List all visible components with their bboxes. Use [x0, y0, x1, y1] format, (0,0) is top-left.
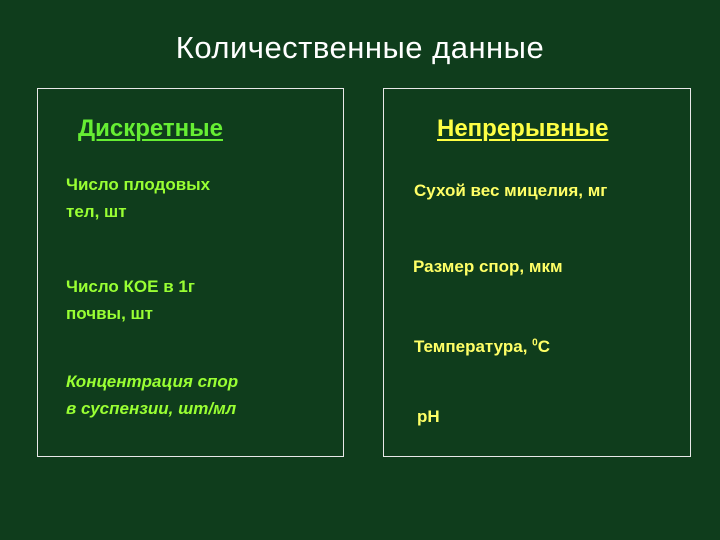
discrete-item-1-line2: тел, шт: [66, 202, 127, 221]
continuous-item-3: [414, 333, 550, 360]
continuous-item-4: рН: [417, 407, 440, 426]
discrete-item-1: [66, 171, 210, 225]
discrete-item-2: [66, 273, 195, 327]
discrete-item-1-line1: Число плодовых: [66, 175, 211, 194]
discrete-item-2-line1: Число КОЕ в 1г: [66, 277, 195, 296]
discrete-heading: Дискретные: [78, 115, 223, 142]
continuous-item-1: Сухой вес мицелия, мг: [414, 181, 608, 200]
continuous-item-3-text: Температура,: [414, 337, 533, 356]
discrete-item-3: [66, 368, 238, 422]
continuous-heading: Непрерывные: [437, 115, 609, 142]
continuous-item-2: Размер спор, мкм: [413, 257, 563, 276]
discrete-item-2-line2: почвы, шт: [66, 304, 154, 323]
discrete-item-3-line2: в суспензии, шт/мл: [66, 399, 237, 418]
discrete-item-3-line1: Концентрация спор: [66, 372, 239, 391]
continuous-item-3-suffix: С: [537, 337, 551, 356]
degree-superscript: 0: [532, 337, 538, 349]
slide-title: Количественные данные: [175, 30, 545, 65]
